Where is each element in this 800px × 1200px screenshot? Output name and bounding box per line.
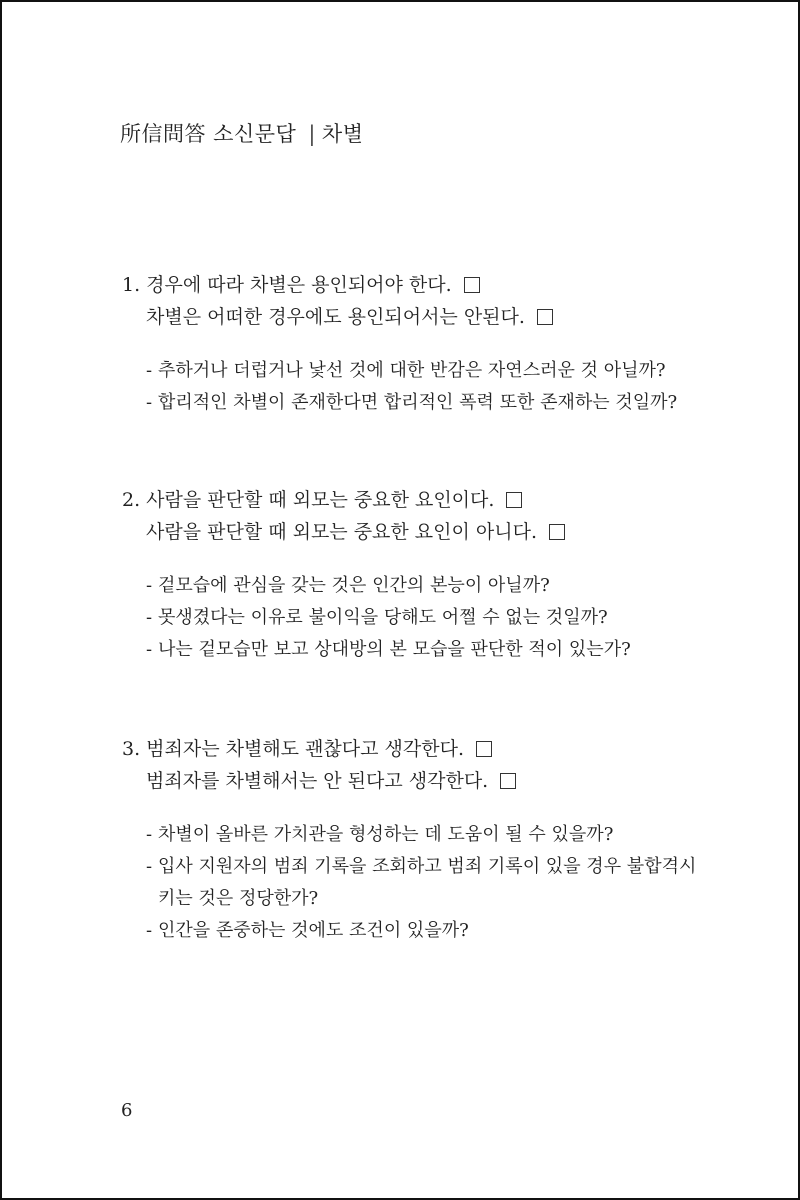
question-item: - 추하거나 더럽거나 낯선 것에 대한 반감은 자연스러운 것 아닐까? <box>146 360 666 381</box>
section-3 <box>122 733 722 947</box>
statement-text: 범죄자를 차별해서는 안 된다고 생각한다. <box>146 770 489 792</box>
question-item: - 차별이 올바른 가치관을 형성하는 데 도움이 될 수 있을까? <box>146 824 614 845</box>
statement-text: 1. 경우에 따라 차별은 용인되어야 한다. <box>122 274 452 296</box>
statement-text: 차별은 어떠한 경우에도 용인되어서는 안된다. <box>146 306 525 328</box>
statement-text: 2. 사람을 판단할 때 외모는 중요한 요인이다. <box>122 489 495 511</box>
statement-2a <box>122 484 722 516</box>
header-topic: 차별 <box>321 122 364 146</box>
question-item: - 합리적인 차별이 존재한다면 합리적인 폭력 또한 존재하는 것일까? <box>146 392 678 413</box>
question-item: - 인간을 존중하는 것에도 조건이 있을까? <box>146 920 469 941</box>
statement-3b <box>122 765 722 797</box>
statement-2b <box>122 516 722 548</box>
checkbox[interactable] <box>476 741 492 757</box>
checkbox[interactable] <box>464 277 480 293</box>
page-header <box>120 118 363 148</box>
question-item: - 못생겼다는 이유로 불이익을 당해도 어쩔 수 없는 것일까? <box>146 607 608 628</box>
checkbox[interactable] <box>506 492 522 508</box>
page-number: 6 <box>121 1100 133 1121</box>
statement-text: 3. 범죄자는 차별해도 괜찮다고 생각한다. <box>122 738 464 760</box>
statement-1a <box>122 269 722 301</box>
checkbox[interactable] <box>537 309 553 325</box>
header-separator: | <box>308 122 316 146</box>
checkbox[interactable] <box>549 524 565 540</box>
checkbox[interactable] <box>500 773 516 789</box>
question-item: - 나는 겉모습만 보고 상대방의 본 모습을 판단한 적이 있는가? <box>146 639 631 660</box>
question-item: - 겉모습에 관심을 갖는 것은 인간의 본능이 아닐까? <box>146 575 550 596</box>
question-list <box>122 355 706 419</box>
section-2 <box>122 484 722 666</box>
statement-3a <box>122 733 722 765</box>
header-title: 所信問答 소신문답 <box>120 122 297 146</box>
statement-1b <box>122 301 722 333</box>
question-list <box>122 819 706 947</box>
statement-text: 사람을 판단할 때 외모는 중요한 요인이 아니다. <box>146 521 538 543</box>
question-list <box>122 570 706 666</box>
question-item: - 입사 지원자의 범죄 기록을 조회하고 범죄 기록이 있을 경우 불합격시키는 것은 정당한가? <box>146 856 697 909</box>
section-1 <box>122 269 722 419</box>
